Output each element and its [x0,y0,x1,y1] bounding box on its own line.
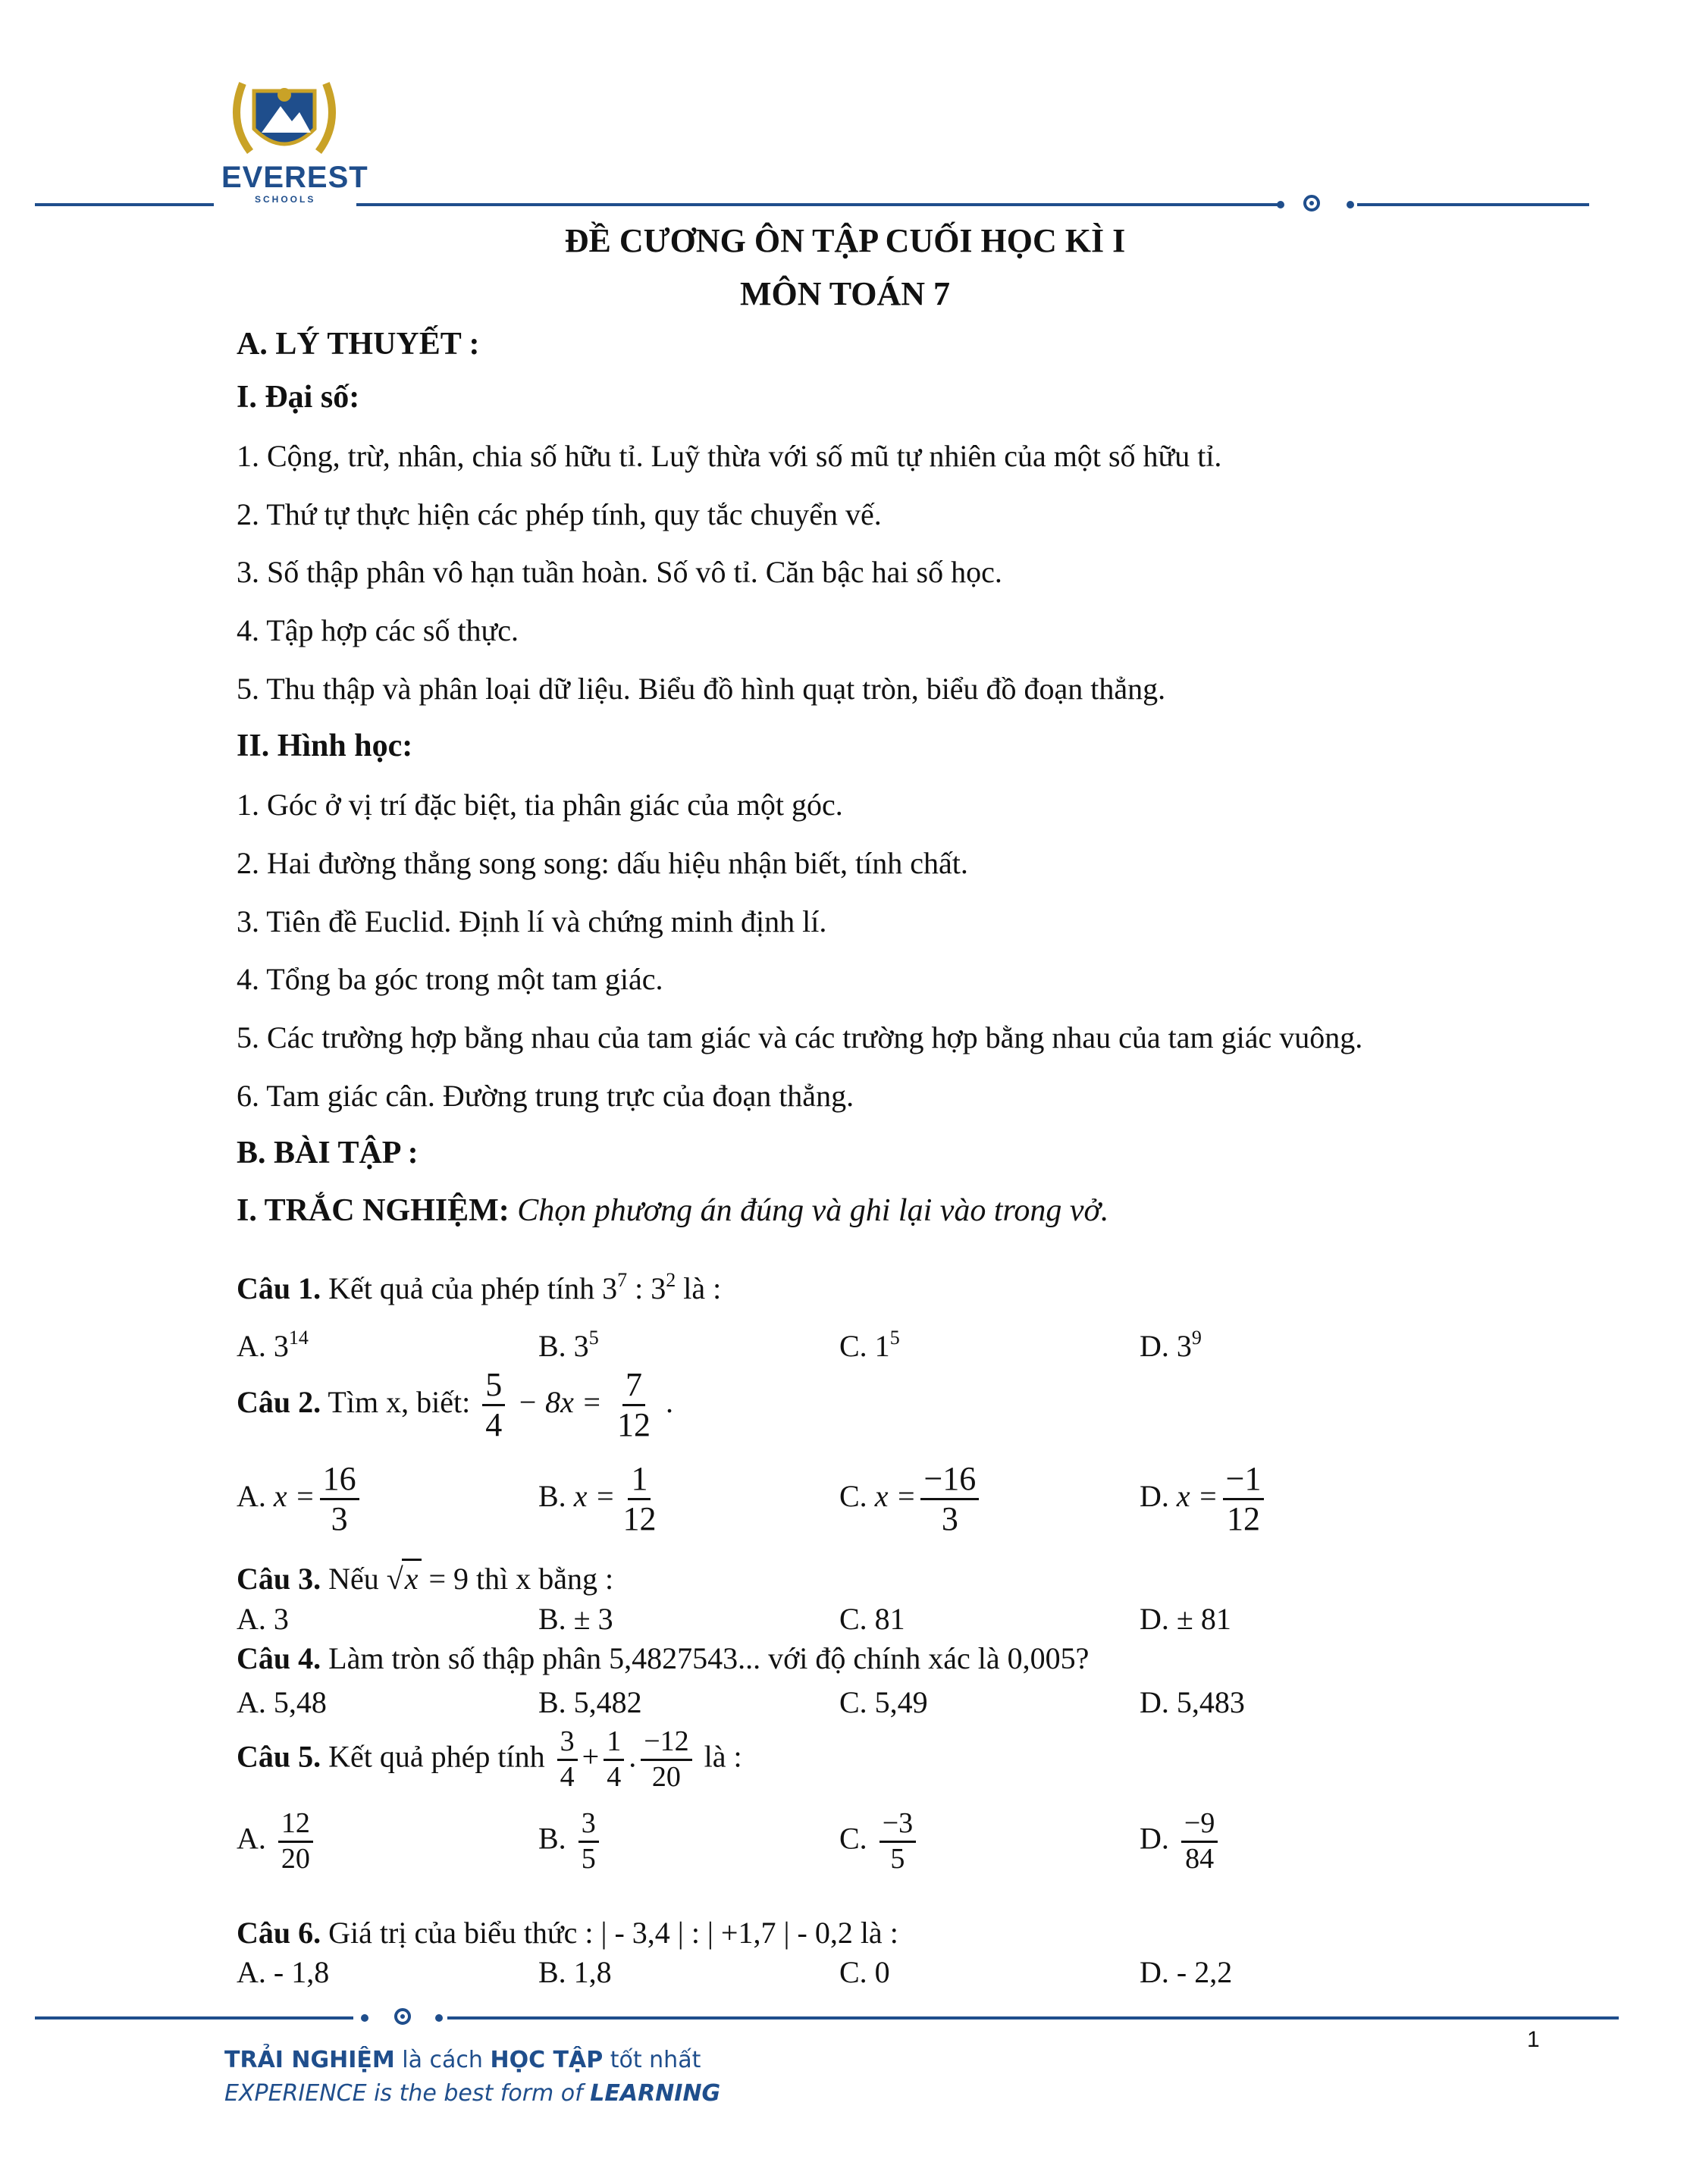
question-2: Câu 2. Tìm x, biết: $\frac{5}{4}$ − 8x = $\frac{7}{12}$ . [237,1366,673,1444]
question-5: Câu 5. Kết quả phép tính $\frac{3}{4}$ + $\frac{1}{4}$ . $\frac{-12}{20}$ là : [237,1725,742,1793]
question-3: Câu 3. Nếu √x = 9 thì x bằng : [237,1559,613,1596]
list-item: 4. Tập hợp các số thực. [237,613,519,647]
question-label: Câu 6. [237,1916,321,1950]
answer-option: B. 1,8 [538,1955,612,1989]
everest-logo [220,68,368,205]
list-item: 5. Thu thập và phân loại dữ liệu. Biểu đồ hình quạt tròn, biểu đồ đoạn thẳng. [237,672,1166,706]
header-ring-icon [1303,195,1320,212]
answer-option: B. 5,482 [538,1685,642,1719]
question-6: Câu 6. Giá trị của biểu thức : | - 3,4 | : | +1,7 | - 0,2 là : [237,1916,898,1950]
answer-option: D. $\frac{-9}{84}$ [1140,1809,1222,1875]
answer-option: A. $\frac{12}{20}$ [237,1809,318,1875]
footer-slogan-vi: TRẢI NGHIỆM là cách HỌC TẬP tốt nhất [224,2047,701,2073]
answer-option: D. - 2,2 [1140,1955,1233,1989]
logo-sub-text: SCHOOLS [255,194,316,205]
footer-slogan-en: EXPERIENCE is the best form of LEARNING [224,2080,721,2107]
answer-option: C. $1^5$ [839,1327,900,1363]
answer-option: A. x = $\frac{16}{3}$ [237,1462,364,1537]
footer-ring-icon [394,2008,411,2025]
mc-heading: I. TRẮC NGHIỆM: [237,1193,510,1228]
answer-option: C. x = $\frac{-16}{3}$ [839,1462,983,1537]
logo-brand-text: EVEREST [221,161,368,194]
page-title: ĐỀ CƯƠNG ÔN TẬP CUỐI HỌC KÌ I [564,222,1126,259]
question-label: Câu 2. [237,1384,321,1419]
question-4: Câu 4. Làm tròn số thập phân 5,4827543... với độ chính xác là 0,005? [237,1641,1090,1675]
header-rule-dot [1347,201,1354,208]
section-theory-heading: A. LÝ THUYẾT : [237,327,480,362]
answer-option: D. $3^9$ [1140,1327,1202,1363]
answer-option: C. 81 [839,1602,905,1636]
answer-option: B. $3^5$ [538,1327,599,1363]
header-rule-left [35,203,214,206]
sqrt-icon: √ [386,1562,403,1596]
question-1: Câu 1. Kết quả của phép tính $3^7$ : $3^2$ là : [237,1269,722,1305]
answer-option: A. - 1,8 [237,1955,330,1989]
list-item: 2. Hai đường thẳng song song: dấu hiệu nhận biết, tính chất. [237,846,968,880]
answer-option: A. 5,48 [237,1685,327,1719]
list-item: 1. Góc ở vị trí đặc biệt, tia phân giác của một góc. [237,788,843,822]
answer-option: D. x = $\frac{-1}{12}$ [1140,1462,1268,1537]
header-rule-main [356,203,1283,206]
header-rule-dot [1277,201,1284,208]
page-subtitle: MÔN TOÁN 7 [739,275,951,312]
mc-instruction: Chọn phương án đúng và ghi lại vào trong vở. [517,1193,1109,1228]
list-item: 3. Tiên đề Euclid. Định lí và chứng minh định lí. [237,904,827,938]
answer-option: B. x = $\frac{1}{12}$ [538,1460,657,1538]
footer-rule-right [447,2016,1619,2019]
list-item: 5. Các trường hợp bằng nhau của tam giác và các trường hợp bằng nhau của tam giác vuông. [237,1020,1363,1054]
question-label: Câu 3. [237,1562,321,1596]
section-exercises-heading: B. BÀI TẬP : [237,1136,419,1170]
list-item: 4. Tổng ba góc trong một tam giác. [237,962,663,996]
fraction: $\frac{5}{4}$ [482,1368,505,1443]
list-item: 6. Tam giác cân. Đường trung trực của đoạn thẳng. [237,1079,854,1113]
answer-option: B. ± 3 [538,1602,613,1636]
geometry-heading: II. Hình học: [237,729,413,763]
logo-crest-icon [220,68,349,167]
answer-option: D. ± 81 [1140,1602,1231,1636]
answer-option: B. $\frac{3}{5}$ [538,1809,604,1875]
mc-heading-row [237,1192,1108,1229]
question-label: Câu 5. [237,1739,321,1774]
answer-option: D. 5,483 [1140,1685,1245,1719]
answer-option: A. $3^{14}$ [237,1327,309,1363]
answer-option: A. 3 [237,1602,289,1636]
answer-option: C. 0 [839,1955,890,1989]
algebra-heading: I. Đại số: [237,380,360,415]
list-item: 1. Cộng, trừ, nhân, chia số hữu tỉ. Luỹ thừa với số mũ tự nhiên của một số hữu tỉ. [237,439,1222,473]
answer-option: C. $\frac{-3}{5}$ [839,1809,920,1875]
answer-option: C. 5,49 [839,1685,928,1719]
question-label: Câu 4. [237,1641,321,1675]
page-number: 1 [1527,2027,1540,2052]
footer-rule-left [35,2016,353,2019]
footer-rule-dot [435,2014,443,2022]
footer-rule-dot [361,2014,368,2022]
list-item: 2. Thứ tự thực hiện các phép tính, quy tắc chuyển vế. [237,497,882,531]
header-rule-right [1357,203,1589,206]
question-label: Câu 1. [237,1271,321,1305]
list-item: 3. Số thập phân vô hạn tuần hoàn. Số vô tỉ. Căn bậc hai số học. [237,555,1002,589]
fraction: $\frac{7}{12}$ [616,1366,651,1444]
